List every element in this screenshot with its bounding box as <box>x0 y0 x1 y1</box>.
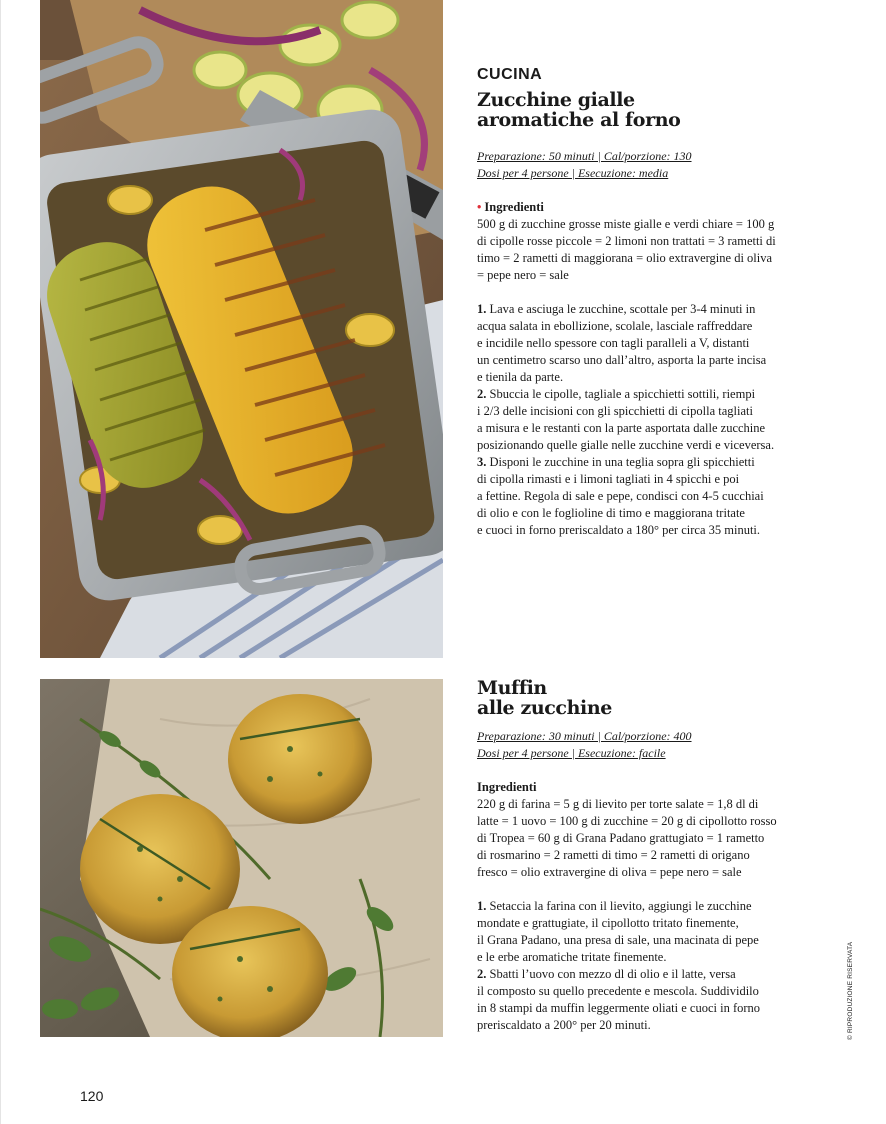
step-text: Sbuccia le cipolle, tagliale a spicchietti sottili, riempi <box>486 387 756 401</box>
bullet-icon: • <box>477 200 482 214</box>
step-line <box>477 386 817 403</box>
page-number: 120 <box>80 1088 104 1104</box>
ingredients-line: = pepe nero = sale <box>477 268 569 282</box>
step-line <box>477 983 817 1000</box>
step-text: il Grana Padano, una presa di sale, una macinata di pepe <box>477 933 759 947</box>
step-line <box>477 335 817 352</box>
ingredients-heading <box>477 199 817 216</box>
step-line <box>477 1000 817 1017</box>
step-text: i 2/3 delle incisioni con gli spicchietti di cipolla tagliati <box>477 404 753 418</box>
recipe-title-line: Zucchine gialle <box>477 89 635 111</box>
recipe-title-line: aromatiche al forno <box>477 109 681 131</box>
step-text: mondate e grattugiate, il cipollotto tritato finemente, <box>477 916 739 930</box>
muffin-photo <box>40 679 443 1037</box>
ingredients-list <box>477 216 817 284</box>
step-text: acqua salata in ebollizione, scolale, lasciale raffreddare <box>477 319 753 333</box>
steps-list <box>477 898 817 1034</box>
ingredients-heading <box>477 779 817 796</box>
step-line <box>477 898 817 915</box>
step-line <box>477 318 817 335</box>
step-number: 3. <box>477 455 487 469</box>
recipe-meta <box>477 148 817 182</box>
recipe-muffin <box>477 678 817 1034</box>
step-text: Sbatti l’uovo con mezzo dl di olio e il latte, versa <box>486 967 736 981</box>
ingredients-line: di Tropea = 60 g di Grana Padano grattugiato = 1 rametto <box>477 831 765 845</box>
ingredients-line: timo = 2 rametti di maggiorana = olio extravergine di oliva <box>477 251 773 265</box>
meta-line: Dosi per 4 persone | Esecuzione: media <box>477 166 669 180</box>
step-line <box>477 488 817 505</box>
copyright-notice: © RIPRODUZIONE RISERVATA <box>847 941 854 1040</box>
step-text: Disponi le zucchine in una teglia sopra gli spicchietti <box>486 455 755 469</box>
ingredients-line: di cipolle rosse piccole = 2 limoni non trattati = 3 rametti di <box>477 234 776 248</box>
step-line <box>477 915 817 932</box>
step-text: e le erbe aromatiche tritate finemente. <box>477 950 667 964</box>
ingredients-list <box>477 796 817 881</box>
step-line <box>477 369 817 386</box>
step-line <box>477 966 817 983</box>
step-line <box>477 949 817 966</box>
step-line <box>477 932 817 949</box>
meta-line: Preparazione: 30 minuti | Cal/porzione: 400 <box>477 729 692 743</box>
step-text: e incidile nello spessore con tagli paralleli a V, distanti <box>477 336 750 350</box>
step-text: Setaccia la farina con il lievito, aggiungi le zucchine <box>486 899 752 913</box>
ingredients-line: fresco = olio extravergine di oliva = pepe nero = sale <box>477 865 742 879</box>
ingredients-line: latte = 1 uovo = 100 g di zucchine = 20 g di cipollotto rosso <box>477 814 777 828</box>
recipe-title-line: alle zucchine <box>477 697 612 719</box>
step-number: 2. <box>477 967 487 981</box>
step-line <box>477 1017 817 1034</box>
ingredients-line: di rosmarino = 2 rametti di timo = 2 rametti di origano <box>477 848 750 862</box>
ingredients-line: 500 g di zucchine grosse miste gialle e verdi chiare = 100 g <box>477 217 775 231</box>
step-text: di cipolla rimasti e i limoni tagliati in 4 spicchi e poi <box>477 472 740 486</box>
recipe-zucchine <box>477 66 817 539</box>
recipe-meta <box>477 728 817 762</box>
step-number: 1. <box>477 302 487 316</box>
step-text: e cuoci in forno preriscaldato a 180° per circa 35 minuti. <box>477 523 761 537</box>
step-text: a misura e le restanti con la parte asportata dalle zucchine <box>477 421 766 435</box>
step-text: e tienila da parte. <box>477 370 564 384</box>
zucchine-photo <box>40 0 443 658</box>
step-text: il composto su quello precedente e mescola. Suddividilo <box>477 984 759 998</box>
step-line <box>477 522 817 539</box>
meta-line: Preparazione: 50 minuti | Cal/porzione: 130 <box>477 149 692 163</box>
ingredients-line: 220 g di farina = 5 g di lievito per torte salate = 1,8 dl di <box>477 797 759 811</box>
step-text: a fettine. Regola di sale e pepe, condisci con 4-5 cucchiai <box>477 489 764 503</box>
section-label: CUCINA <box>477 66 543 83</box>
page-edge-rule <box>0 0 1 1124</box>
step-text: in 8 stampi da muffin leggermente oliati e cuoci in forno <box>477 1001 761 1015</box>
step-number: 2. <box>477 387 487 401</box>
recipe-title-line: Muffin <box>477 677 547 699</box>
step-text: posizionando quelle gialle nelle zucchine verdi e viceversa. <box>477 438 775 452</box>
step-text: di olio e con le foglioline di timo e maggiorana tritate <box>477 506 745 520</box>
ingredients-label: Ingredienti <box>484 200 544 214</box>
step-number: 1. <box>477 899 487 913</box>
step-text: Lava e asciuga le zucchine, scottale per 3-4 minuti in <box>486 302 756 316</box>
ingredients-label: Ingredienti <box>477 780 537 794</box>
step-text: un centimetro scarso uno dall’altro, asporta la parte incisa <box>477 353 767 367</box>
step-line <box>477 352 817 369</box>
recipe-title <box>477 90 817 130</box>
step-line <box>477 505 817 522</box>
steps-list <box>477 301 817 539</box>
step-line <box>477 420 817 437</box>
step-line <box>477 437 817 454</box>
step-text: preriscaldato a 200° per 20 minuti. <box>477 1018 651 1032</box>
step-line <box>477 471 817 488</box>
step-line <box>477 301 817 318</box>
step-line <box>477 454 817 471</box>
meta-line: Dosi per 4 persone | Esecuzione: facile <box>477 746 666 760</box>
recipe-title <box>477 678 817 718</box>
step-line <box>477 403 817 420</box>
